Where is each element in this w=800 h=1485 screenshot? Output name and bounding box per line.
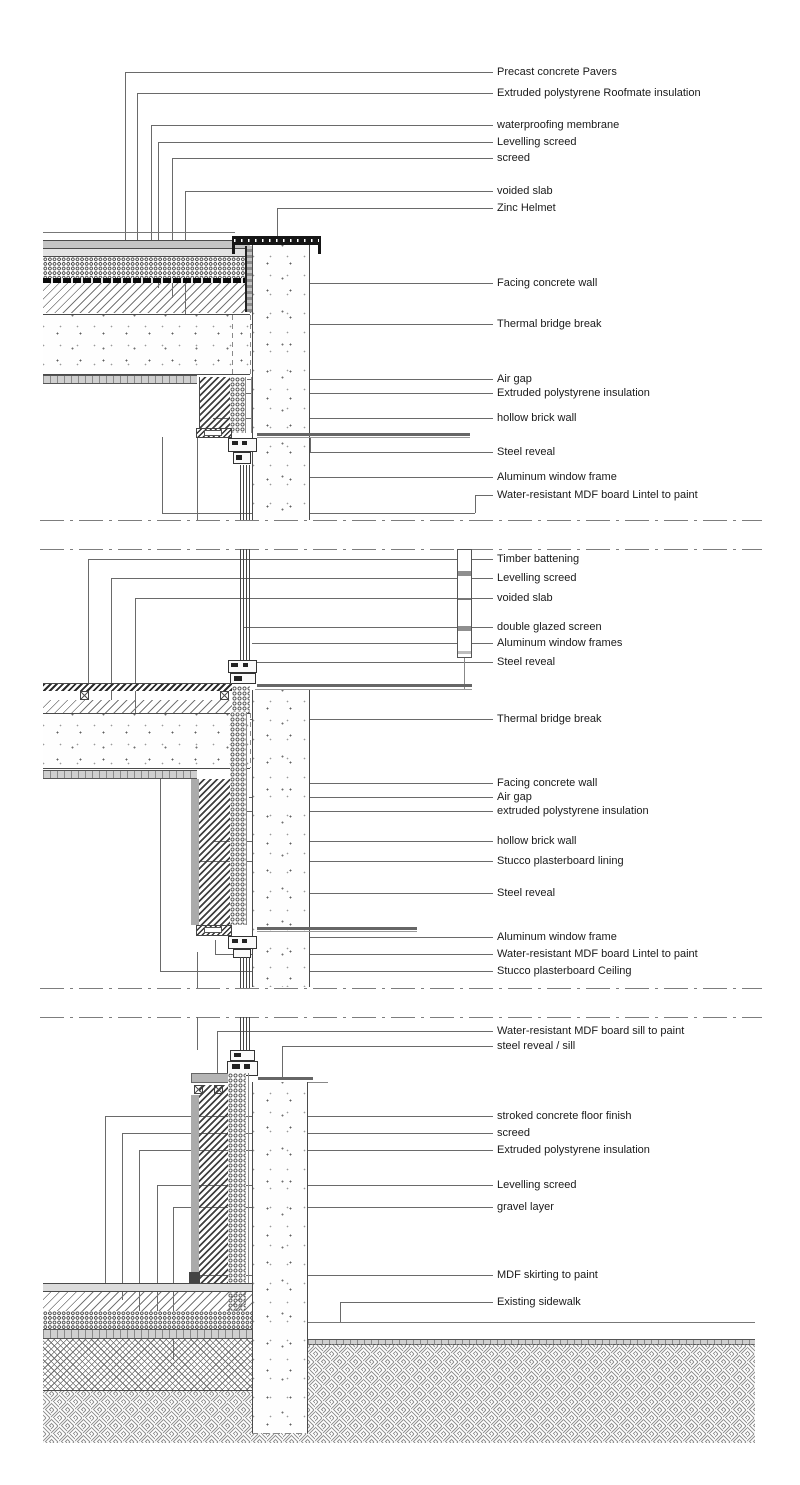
leader-line bbox=[283, 783, 493, 784]
transom-band bbox=[458, 571, 471, 576]
annotation-mdf-lintel: Water-resistant MDF board Lintel to paint bbox=[497, 489, 698, 501]
annotation-existing-sidewalk: Existing sidewalk bbox=[497, 1296, 581, 1308]
annotation-waterproofing-membrane: waterproofing membrane bbox=[497, 119, 620, 131]
glazing-line bbox=[240, 1017, 241, 1050]
annotation-stucco-plasterboard-lining: Stucco plasterboard lining bbox=[497, 855, 624, 867]
precast-pavers-layer bbox=[43, 240, 250, 249]
leader-line bbox=[340, 1302, 493, 1303]
floor-finish-layer bbox=[43, 1283, 252, 1292]
frame-section-chip bbox=[232, 939, 238, 943]
glazing-line bbox=[240, 549, 241, 662]
hollow-brick-wall bbox=[199, 377, 230, 428]
ground-hatch-under-wall bbox=[252, 1433, 308, 1443]
leader-line bbox=[125, 72, 493, 73]
hollow-brick-wall bbox=[199, 1085, 228, 1285]
steel-reveal-edge bbox=[257, 931, 417, 932]
screed-layer bbox=[43, 1292, 252, 1311]
stucco-plasterboard-lining bbox=[191, 779, 199, 925]
annotation-mdf-lintel: Water-resistant MDF board Lintel to paint bbox=[497, 948, 698, 960]
facing-concrete-wall bbox=[252, 690, 310, 987]
air-gap-line bbox=[246, 712, 247, 925]
cavity-insulation bbox=[230, 377, 245, 433]
annotation-levelling-screed: Levelling screed bbox=[497, 572, 577, 584]
section-break-line bbox=[40, 988, 762, 989]
annotation-stroked-concrete-floor: stroked concrete floor finish bbox=[497, 1110, 632, 1122]
leader-line bbox=[217, 1031, 218, 1073]
glazing-line bbox=[249, 957, 250, 988]
annotation-gravel-layer: gravel layer bbox=[497, 1201, 554, 1213]
cavity-insulation bbox=[230, 712, 246, 925]
thermal-break-boundary bbox=[250, 713, 251, 768]
leader-line bbox=[282, 1046, 283, 1080]
glazing-line bbox=[243, 465, 244, 520]
leader-line bbox=[243, 627, 493, 628]
glazing-line bbox=[249, 1017, 250, 1050]
frame-section-chip bbox=[232, 441, 238, 445]
annotation-thermal-bridge-break: Thermal bridge break bbox=[497, 318, 602, 330]
leader-line bbox=[285, 283, 493, 284]
leader-line bbox=[475, 495, 476, 513]
thermal-break-boundary bbox=[232, 315, 233, 374]
glazing-line bbox=[249, 465, 250, 520]
leader-line bbox=[277, 208, 278, 238]
annotation-air-gap: Air gap bbox=[497, 791, 532, 803]
glazing-line bbox=[243, 549, 244, 662]
leader-line bbox=[162, 437, 163, 513]
air-gap-line bbox=[248, 1073, 249, 1285]
annotation-aluminum-window-frame: Aluminum window frame bbox=[497, 931, 617, 943]
glazing-line bbox=[246, 549, 247, 662]
double-glazed-screen-strip bbox=[457, 549, 472, 658]
slab-edge-insulation bbox=[232, 686, 250, 713]
zinc-helmet-cap bbox=[232, 236, 321, 245]
annotation-voided-slab: voided slab bbox=[497, 592, 553, 604]
annotation-steel-reveal: Steel reveal bbox=[497, 656, 556, 668]
steel-reveal-plate bbox=[257, 684, 472, 687]
voided-slab bbox=[43, 713, 250, 769]
annotation-mdf-skirting: MDF skirting to paint bbox=[497, 1269, 598, 1281]
reveal-face-line bbox=[197, 1017, 198, 1050]
glazing-line bbox=[246, 465, 247, 520]
levelling-screed-layer bbox=[43, 283, 258, 313]
frame-section-chip bbox=[232, 1064, 240, 1069]
voided-slab bbox=[43, 314, 250, 375]
annotation-hollow-brick-wall: hollow brick wall bbox=[497, 412, 577, 424]
timber-battening bbox=[80, 691, 89, 700]
leader-line bbox=[282, 1046, 493, 1047]
transom-line bbox=[458, 598, 471, 600]
leader-line bbox=[162, 513, 475, 514]
reveal-face-line bbox=[197, 438, 198, 520]
paver-bedding-layer bbox=[43, 249, 250, 257]
steel-reveal-plate bbox=[257, 433, 470, 436]
leader-line bbox=[135, 598, 493, 599]
leader-line bbox=[217, 1031, 493, 1032]
timber-battening bbox=[220, 691, 229, 700]
transom-band bbox=[458, 651, 471, 654]
annotation-timber-battening: Timber battening bbox=[497, 553, 580, 565]
leader-line bbox=[172, 158, 493, 159]
frame-section-chip bbox=[234, 676, 242, 681]
annotation-hollow-brick-wall: hollow brick wall bbox=[497, 835, 577, 847]
floor-finish-layer bbox=[43, 683, 232, 691]
frame-section-chip bbox=[243, 663, 248, 667]
ground-hatch-right bbox=[308, 1344, 755, 1443]
frame-section-chip bbox=[231, 663, 238, 667]
steel-sill-plate bbox=[258, 1077, 313, 1080]
leader-line bbox=[310, 437, 311, 452]
ceiling-soffit-course bbox=[43, 770, 197, 779]
annotation-zinc-helmet: Zinc Helmet bbox=[497, 202, 556, 214]
leader-line bbox=[475, 495, 493, 496]
annotation-levelling-screed: Levelling screed bbox=[497, 136, 577, 148]
annotation-air-gap: Air gap bbox=[497, 373, 532, 385]
frame-section-chip bbox=[242, 939, 247, 943]
annotation-aluminum-window-frames: Aluminum window frames bbox=[497, 637, 623, 649]
glazing-line bbox=[240, 465, 241, 520]
frame-section-chip bbox=[242, 441, 247, 445]
leader-line bbox=[111, 578, 493, 579]
thermal-break-boundary bbox=[250, 315, 251, 374]
leader-line bbox=[340, 1302, 341, 1322]
annotation-levelling-screed: Levelling screed bbox=[497, 1179, 577, 1191]
annotation-precast-pavers: Precast concrete Pavers bbox=[497, 66, 617, 78]
ceiling-soffit-course bbox=[43, 375, 197, 384]
frame-section-chip bbox=[236, 455, 242, 460]
annotation-stucco-plasterboard-ceiling: Stucco plasterboard Ceiling bbox=[497, 965, 632, 977]
leader-line bbox=[151, 125, 493, 126]
zinc-cap-ticks bbox=[234, 239, 319, 242]
glazing-line bbox=[246, 957, 247, 988]
glazing-line bbox=[246, 1017, 247, 1050]
glazing-line bbox=[240, 957, 241, 988]
section-break-line bbox=[40, 549, 762, 550]
zinc-cap-hook bbox=[318, 245, 321, 254]
roof-edge-line bbox=[43, 232, 235, 233]
transom-band bbox=[458, 626, 471, 631]
lintel-fixing-box bbox=[204, 927, 222, 933]
glazing-line bbox=[249, 549, 250, 662]
annotation-xps-insulation: extruded polystyrene insulation bbox=[497, 805, 649, 817]
leader-line bbox=[160, 971, 493, 972]
annotation-steel-reveal: Steel reveal bbox=[497, 887, 556, 899]
stucco-plasterboard-lining bbox=[191, 1095, 199, 1282]
leader-line bbox=[158, 142, 493, 143]
steel-reveal-plate bbox=[257, 927, 417, 930]
leader-line bbox=[215, 940, 216, 954]
annotation-double-glazed-screen: double glazed screen bbox=[497, 621, 602, 633]
hollow-brick-wall bbox=[199, 779, 230, 925]
zinc-cap-hook bbox=[232, 245, 235, 254]
mdf-skirting bbox=[189, 1272, 200, 1283]
annotation-xps-insulation: Extruded polystyrene insulation bbox=[497, 387, 650, 399]
annotation-steel-reveal-sill: steel reveal / sill bbox=[497, 1040, 576, 1052]
leader-line bbox=[88, 559, 89, 688]
leader-line bbox=[310, 452, 493, 453]
leader-line bbox=[300, 893, 493, 894]
reveal-face-line bbox=[197, 952, 198, 988]
annotation-facing-concrete-wall: Facing concrete wall bbox=[497, 777, 598, 789]
annotation-mdf-sill: Water-resistant MDF board sill to paint bbox=[497, 1025, 685, 1037]
leader-line bbox=[125, 72, 126, 250]
leader-line bbox=[111, 578, 112, 700]
annotation-screed: screed bbox=[497, 1127, 531, 1139]
leader-line bbox=[137, 93, 493, 94]
air-gap-line bbox=[245, 377, 246, 433]
facing-concrete-wall bbox=[252, 245, 310, 520]
annotation-aluminum-window-frame: Aluminum window frame bbox=[497, 471, 617, 483]
leader-line bbox=[88, 559, 493, 560]
ground-hatch-left bbox=[43, 1391, 252, 1443]
annotation-xps-insulation: Extruded polystyrene insulation bbox=[497, 1144, 650, 1156]
leader-line bbox=[277, 208, 493, 209]
leader-line bbox=[122, 1133, 123, 1300]
mdf-sill-board bbox=[191, 1073, 232, 1083]
annotation-roofmate-insulation: Extruded polystyrene Roofmate insulation bbox=[497, 87, 701, 99]
steel-reveal-edge bbox=[257, 437, 470, 438]
annotation-screed: screed bbox=[497, 152, 531, 164]
roofmate-insulation-layer bbox=[43, 257, 250, 278]
leader-line bbox=[105, 1116, 106, 1287]
levelling-screed-layer bbox=[43, 700, 232, 713]
frame-section-chip bbox=[234, 1053, 241, 1057]
glazing-line bbox=[243, 957, 244, 988]
existing-ground-hatch bbox=[43, 1322, 755, 1443]
section-break-line bbox=[40, 1017, 762, 1018]
annotation-thermal-bridge-break: Thermal bridge break bbox=[497, 713, 602, 725]
annotation-voided-slab: voided slab bbox=[497, 185, 553, 197]
leader-line bbox=[160, 779, 161, 971]
leader-line bbox=[185, 191, 493, 192]
glazing-line bbox=[243, 1017, 244, 1050]
annotation-facing-concrete-wall: Facing concrete wall bbox=[497, 277, 598, 289]
frame-section-chip bbox=[244, 1064, 250, 1069]
air-gap-line bbox=[251, 377, 252, 433]
lintel-fixing-box bbox=[204, 430, 222, 436]
leader-line bbox=[255, 662, 493, 663]
annotation-steel-reveal: Steel reveal bbox=[497, 446, 556, 458]
section-break-line bbox=[40, 520, 762, 521]
